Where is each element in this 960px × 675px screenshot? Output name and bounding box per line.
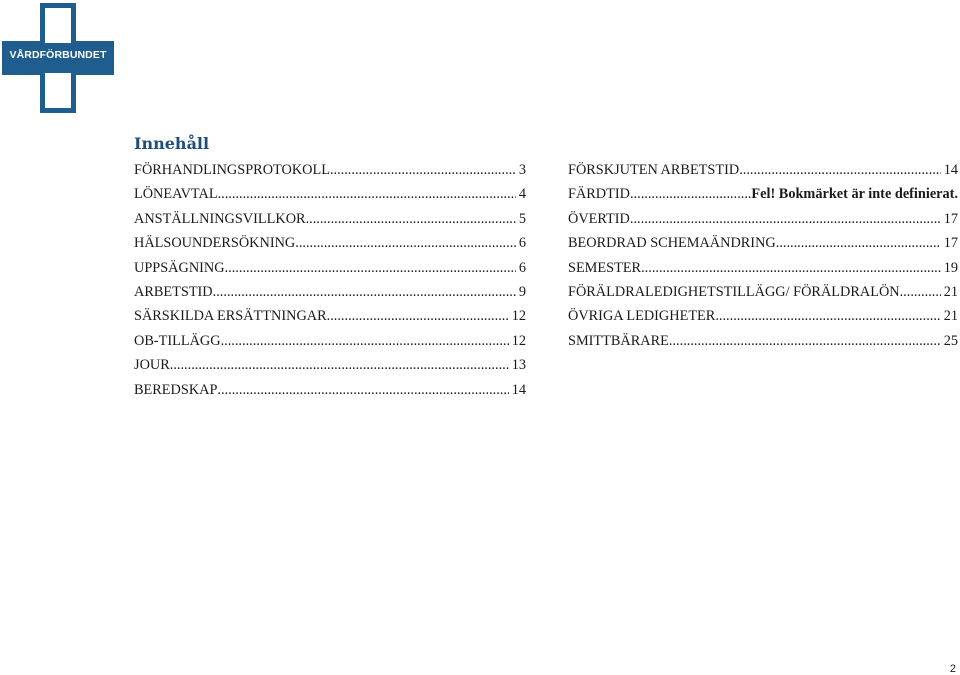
logo-wordmark: VÅRDFÖRBUNDET [9, 49, 107, 61]
toc-entry[interactable] [134, 158, 526, 182]
toc-entry-title: LÖNEAVTAL [134, 186, 218, 203]
toc-entry[interactable] [134, 256, 526, 280]
toc-entry-page: 5 [518, 210, 526, 227]
toc-entry[interactable] [568, 182, 958, 206]
toc-dot-leader [213, 280, 516, 304]
toc-entry[interactable] [568, 329, 958, 353]
toc-dot-leader [221, 329, 509, 353]
toc-entry-page: 12 [511, 308, 526, 325]
toc-entry[interactable] [134, 280, 526, 304]
toc-entry-title: BEREDSKAP [134, 381, 218, 398]
toc-entry-title: FÄRDTID [568, 186, 630, 203]
toc-entry-title: UPPSÄGNING [134, 259, 225, 276]
toc-entry-page: 25 [943, 332, 958, 349]
page-number: 2 [949, 663, 956, 675]
toc-entry[interactable] [134, 304, 526, 328]
toc-entry-title: SEMESTER [568, 259, 642, 276]
toc-entry[interactable] [568, 158, 958, 182]
toc-bookmark-error: Fel! Bokmärket är inte definierat. [751, 186, 958, 203]
toc-dot-leader [330, 158, 516, 182]
toc-entry-page: 17 [943, 235, 958, 252]
toc-entry-title: BEORDRAD SCHEMAÄNDRING [568, 235, 776, 252]
toc-dot-leader [295, 231, 516, 255]
toc-entry-title: FÖRHANDLINGSPROTOKOLL [134, 162, 330, 178]
toc-dot-leader [776, 231, 941, 255]
toc-entry[interactable] [134, 329, 526, 353]
toc-entry-title: OB-TILLÄGG [134, 332, 221, 349]
toc-dot-leader [630, 207, 941, 231]
toc-dot-leader [225, 256, 516, 280]
toc-entry-title: FÖRSKJUTEN ARBETSTID [568, 162, 740, 178]
toc-dot-leader [715, 304, 940, 328]
toc-entry-page: 17 [943, 210, 958, 227]
toc-dot-leader [306, 207, 516, 231]
toc-entry-title: SÄRSKILDA ERSÄTTNINGAR [134, 308, 327, 325]
toc-entry[interactable] [134, 182, 526, 206]
toc-entry[interactable] [134, 231, 526, 255]
toc-heading: Innehåll [134, 134, 210, 153]
toc-entry-page: 12 [511, 332, 526, 349]
toc-column-left [134, 158, 526, 402]
toc-entry[interactable] [134, 378, 526, 402]
toc-column-right [568, 158, 958, 353]
toc-entry-page: 19 [943, 259, 958, 276]
toc-entry-page: 4 [518, 186, 526, 203]
toc-entry[interactable] [568, 304, 958, 328]
toc-entry-page: 6 [518, 259, 526, 276]
toc-entry-page: 3 [518, 162, 526, 178]
toc-dot-leader [669, 329, 941, 353]
toc-dot-leader [630, 182, 751, 206]
toc-dot-leader [170, 353, 509, 377]
toc-entry[interactable] [134, 353, 526, 377]
toc-dot-leader [327, 304, 509, 328]
toc-entry-title: ÖVRIGA LEDIGHETER [568, 308, 716, 325]
toc-entry-title: JOUR [134, 357, 170, 374]
toc-entry[interactable] [568, 231, 958, 255]
toc-entry-page: 21 [943, 308, 958, 325]
toc-dot-leader [739, 158, 941, 182]
toc-entry-title: ANSTÄLLNINGSVILLKOR [134, 210, 306, 227]
toc-entry[interactable] [568, 207, 958, 231]
toc-entry[interactable] [134, 207, 526, 231]
toc-entry-page: 14 [511, 381, 526, 398]
toc-entry[interactable] [568, 280, 958, 304]
toc-dot-leader [641, 256, 941, 280]
toc-entry-page: 13 [511, 357, 526, 374]
toc-entry-page: 9 [518, 283, 526, 300]
toc-entry-title: FÖRÄLDRALEDIGHETSTILLÄGG/ FÖRÄLDRALÖN [568, 283, 900, 300]
toc-entry-title: HÄLSOUNDERSÖKNING [134, 235, 296, 252]
toc-entry-title: ÖVERTID [568, 210, 630, 227]
toc-dot-leader [900, 280, 941, 304]
toc-entry-page: 21 [943, 283, 958, 300]
toc-entry-page: 14 [943, 162, 958, 178]
toc-dot-leader [217, 378, 508, 402]
toc-dot-leader [218, 182, 516, 206]
toc-entry-page: 6 [518, 235, 526, 252]
toc-entry[interactable] [568, 256, 958, 280]
toc-entry-title: ARBETSTID [134, 283, 213, 300]
toc-entry-title: SMITTBÄRARE [568, 332, 669, 349]
